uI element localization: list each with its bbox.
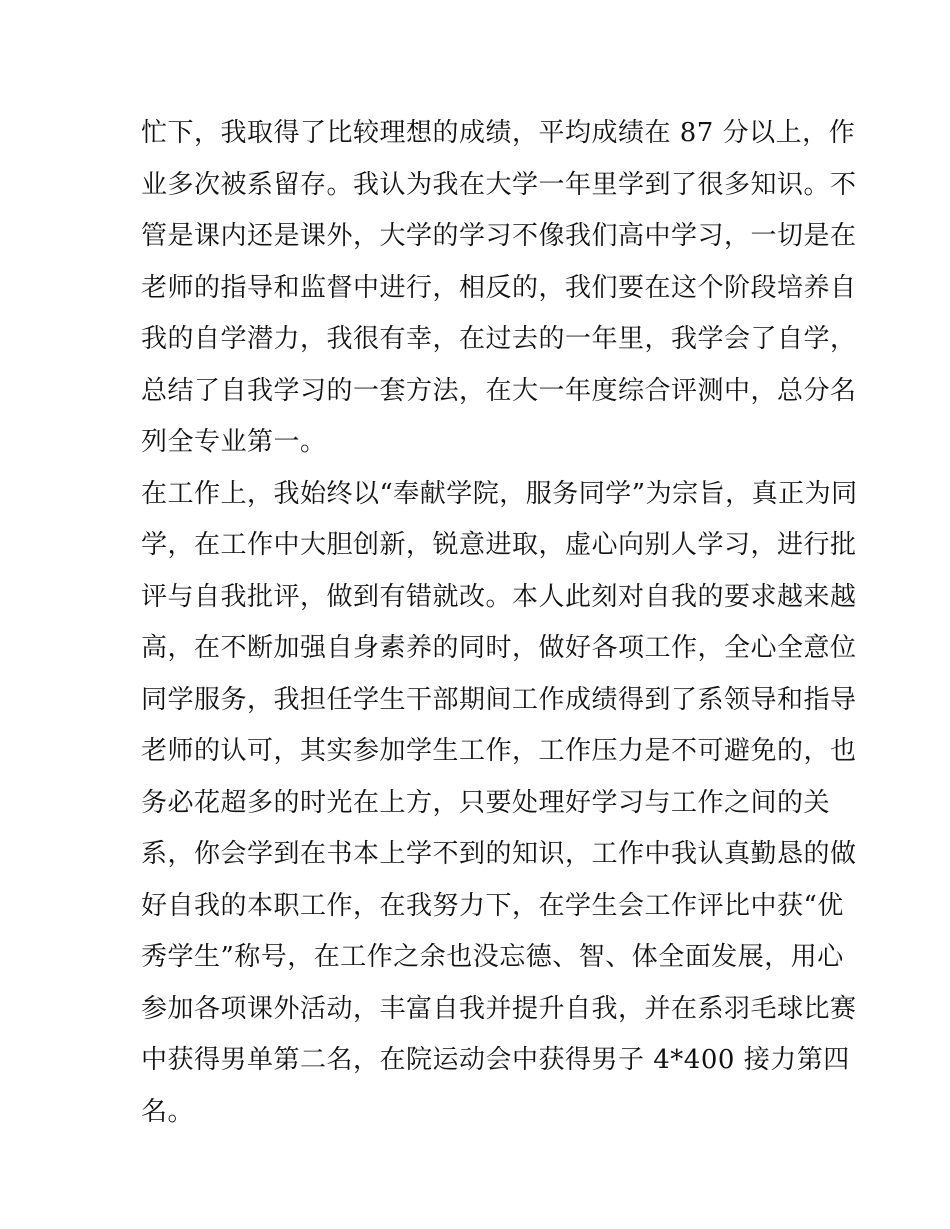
text-line: 系，你会学到在书本上学不到的知识，工作中我认真勤恳的做 (141, 839, 857, 869)
text-line: 名。 (141, 1096, 195, 1127)
text-line: 参加各项课外活动，丰富自我并提升自我，并在系羽毛球比赛 (141, 993, 857, 1024)
text-line: 业多次被系留存。我认为我在大学一年里学到了很多知识。不 (141, 169, 857, 200)
text-line: 同学服务，我担任学生干部期间工作成绩得到了系领导和指导 (141, 684, 857, 715)
text-line: 忙下，我取得了比较理想的成绩，平均成绩在 87 分以上，作 (141, 118, 856, 148)
text-line: 高，在不断加强自身素养的同时，做好各项工作，全心全意位 (141, 633, 857, 663)
text-line: 好自我的本职工作，在我努力下，在学生会工作评比中获“优 (141, 890, 844, 921)
text-line: 务必花超多的时光在上方，只要处理好学习与工作之间的关 (141, 787, 831, 818)
text-line: 老师的指导和监督中进行，相反的，我们要在这个阶段培养自 (141, 272, 857, 303)
text-line: 我的自学潜力，我很有幸，在过去的一年里，我学会了自学， (141, 324, 857, 354)
text-line: 列全专业第一。 (141, 427, 327, 457)
text-line: 评与自我批评，做到有错就改。本人此刻对自我的要求越来越 (141, 581, 857, 612)
text-line: 中获得男单第二名，在院运动会中获得男子 4*400 接力第四 (141, 1045, 850, 1075)
text-line: 老师的认可，其实参加学生工作，工作压力是不可避免的，也 (141, 736, 857, 766)
text-line: 学，在工作中大胆创新，锐意进取，虚心向别人学习，进行批 (141, 530, 857, 560)
text-line: 秀学生”称号，在工作之余也没忘德、智、体全面发展，用心 (141, 942, 844, 972)
text-line: 总结了自我学习的一套方法，在大一年度综合评测中，总分名 (141, 375, 857, 406)
text-line: 在工作上，我始终以“奉献学院，服务同学”为宗旨，真正为同 (141, 478, 858, 509)
text-line: 管是课内还是课外，大学的学习不像我们高中学习，一切是在 (141, 221, 857, 251)
body-text (141, 108, 858, 1138)
